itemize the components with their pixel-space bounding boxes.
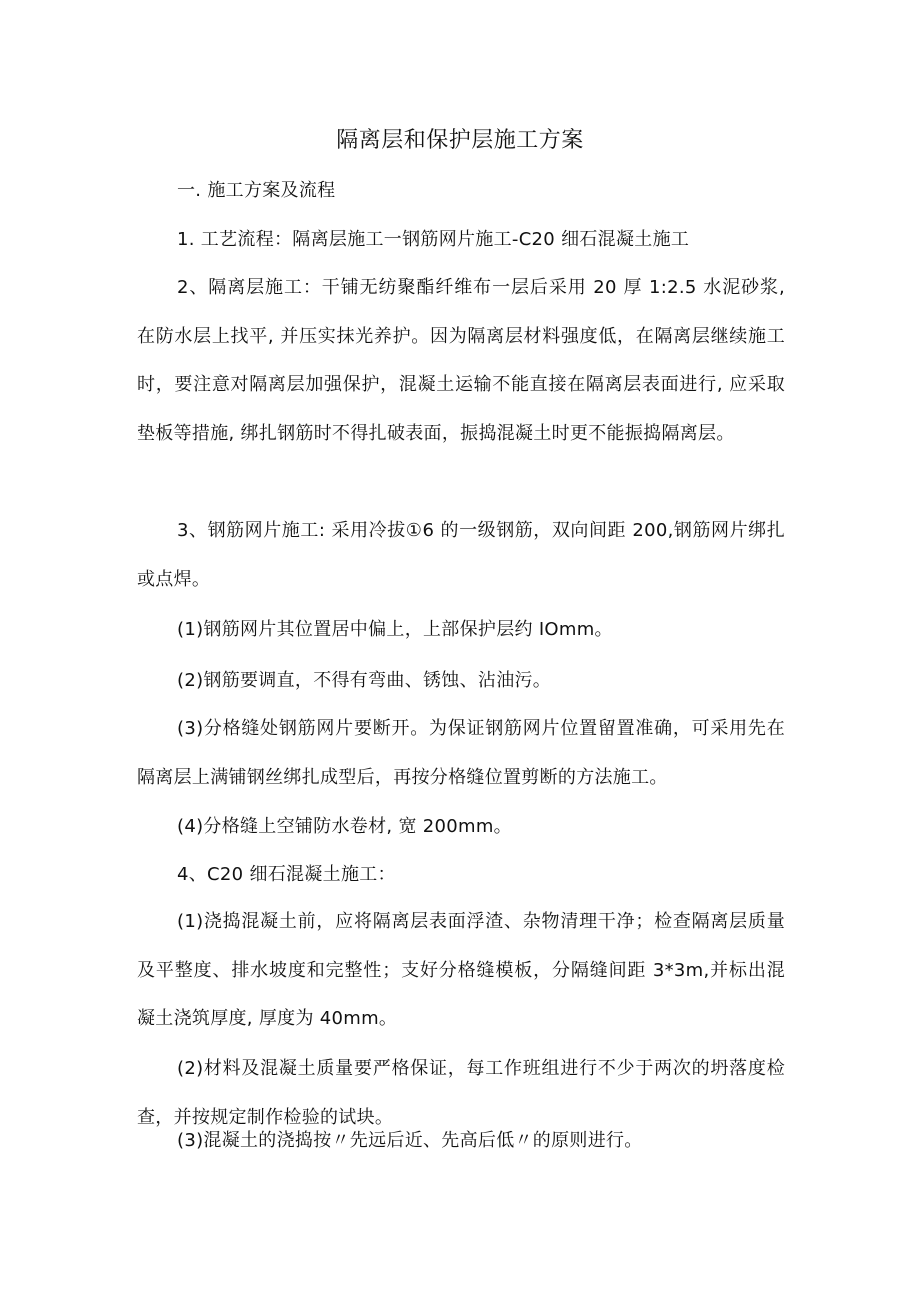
section-heading: 一. 施工方案及流程 bbox=[177, 180, 336, 201]
paragraph-concrete-item-1: (1)浇捣混凝土前，应将隔离层表面浮渣、杂物清理干净；检查隔离层质量及平整度、排水坡度和完整性；支好分格缝模板，分隔缝间距 3*3m,并标出混凝土浇筑厚度, 厚度为 40mm。 bbox=[137, 911, 785, 1029]
document-title: 隔离层和保护层施工方案 bbox=[336, 128, 584, 153]
paragraph-rebar-item-3: (3)分格缝处钢筋网片要断开。为保证钢筋网片位置留置准确，可采用先在隔离层上满铺钢丝绑扎成型后，再按分格缝位置剪断的方法施工。 bbox=[137, 718, 785, 788]
paragraph-concrete-heading: 4、C20 细石混凝土施工： bbox=[177, 864, 396, 885]
paragraph-isolation-layer: 2、隔离层施工：干铺无纺聚酯纤维布一层后采用 20 厚 1:2.5 水泥砂浆, 在防水层上找平, 并压实抹光养护。因为隔离层材料强度低，在隔离层继续施工时，要注意对隔离层加强保护，混凝土运输不能直接在隔离层表面进行, 应采取垫板等措施, 绑扎钢筋时不得扎破表面，振捣混凝土时更不能振捣隔离层。 bbox=[137, 277, 785, 444]
paragraph-process-flow: 1. 工艺流程：隔离层施工一钢筋网片施工-C20 细石混凝土施工 bbox=[177, 229, 690, 250]
paragraph-rebar-mesh: 3、钢筋网片施工: 采用冷拔①6 的一级钢筋，双向间距 200,钢筋网片绑扎或点焊。 bbox=[137, 520, 785, 590]
paragraph-concrete-item-2: (2)材料及混凝土质量要严格保证，每工作班组进行不少于两次的坍落度检查，并按规定制作检验的试块。 bbox=[137, 1058, 785, 1128]
paragraph-rebar-item-2: (2)钢筋要调直，不得有弯曲、锈蚀、沾油污。 bbox=[177, 670, 552, 691]
paragraph-rebar-item-4: (4)分格缝上空铺防水卷材, 宽 200mm。 bbox=[177, 816, 512, 837]
paragraph-rebar-item-1: (1)钢筋网片其位置居中偏上，上部保护层约 IOmm。 bbox=[177, 619, 613, 640]
paragraph-concrete-item-3: (3)混凝土的浇捣按〃先远后近、先高后低〃的原则进行。 bbox=[177, 1130, 643, 1151]
